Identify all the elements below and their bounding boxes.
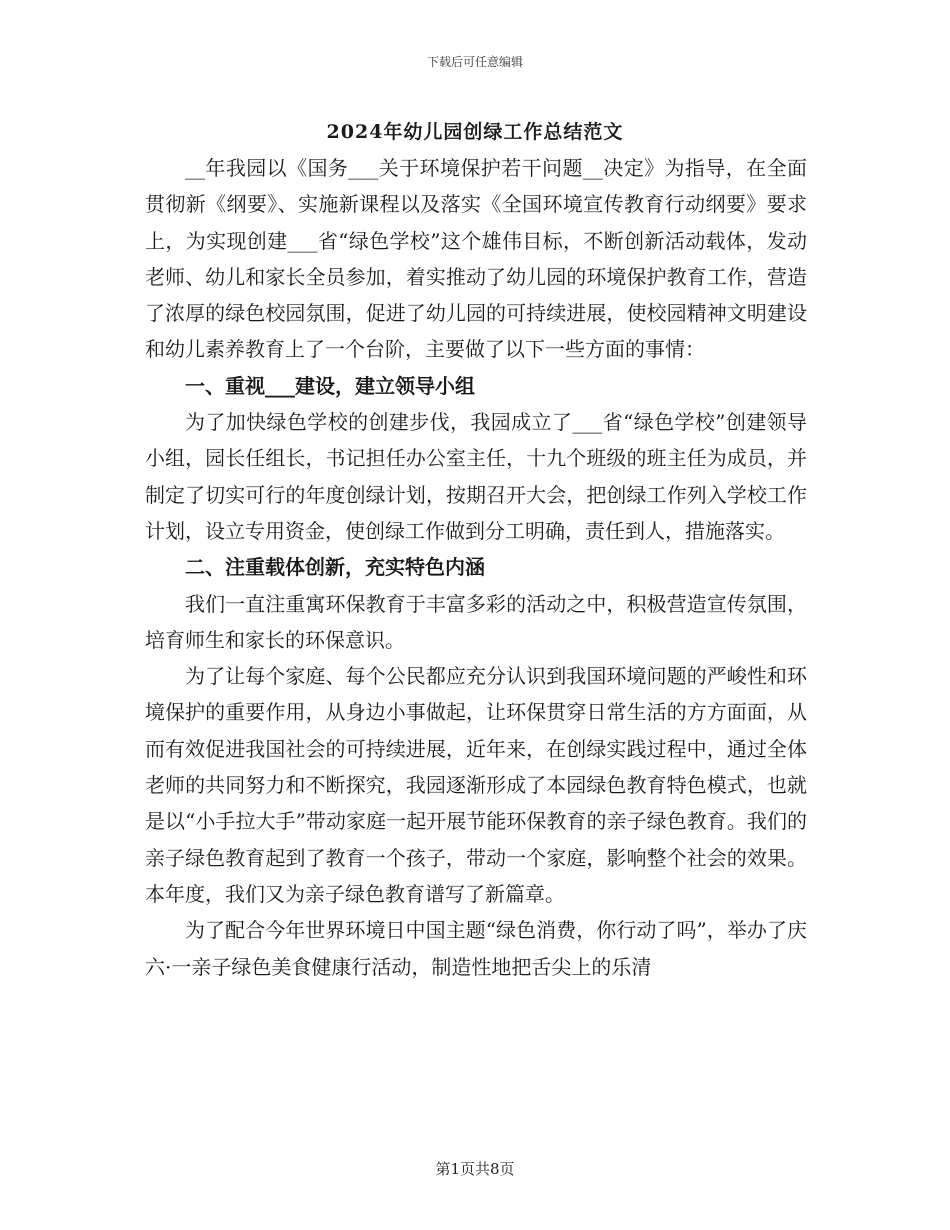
document-title: 2024年幼儿园创绿工作总结范文 [326, 121, 624, 143]
section-2-heading: 二、注重载体创新，充实特色内涵 [185, 555, 485, 580]
document-body [145, 150, 807, 985]
section-2-paragraph-2: 为了让每个家庭、每个公民都应充分认识到我国环境问题的严峻性和环境保护的重要作用，从身边小事做起，让环保贯穿日常生活的方方面面，从而有效促进我国社会的可持续进展，近年来，在创绿实践过程中，通过全体老师的共同努力和不断探究，我园逐渐形成了本园绿色教育特色模式，也就是以“小手拉大手”带动家庭一起开展节能环保教育的亲子绿色教育。我们的亲子绿色教育起到了教育一个孩子，带动一个家庭，影响整个社会的效果。本年度，我们又为亲子绿色教育谱写了新篇章。 [145, 664, 807, 906]
intro-paragraph: __年我园以《国务___关于环境保护若干问题__决定》为指导，在全面贯彻新《纲要》、实施新课程以及落实《全国环境宣传教育行动纲要》要求上，为实现创建___省“绿色学校”这个雄伟目标，不断创新活动载体，发动老师、幼儿和家长全员参加，着实推动了幼儿园的环境保护教育工作，营造了浓厚的绿色校园氛围，促进了幼儿园的可持续进展，使校园精神文明建设和幼儿素养教育上了一个台阶，主要做了以下一些方面的事情： [145, 156, 807, 362]
section-1-heading: 一、重视___建设，建立领导小组 [185, 373, 475, 398]
section-2-paragraph-3: 为了配合今年世界环境日中国主题“绿色消费，你行动了吗”，举办了庆六·一亲子绿色美食健康行活动，制造性地把舌尖上的乐清 [145, 918, 807, 979]
page-indicator: 第1页共8页 [435, 1160, 515, 1178]
section-2-paragraph-1: 我们一直注重寓环保教育于丰富多彩的活动之中，积极营造宣传氛围，培育师生和家长的环保意识。 [145, 591, 807, 652]
section-1-paragraph: 为了加快绿色学校的创建步伐，我园成立了___省“绿色学校”创建领导小组，园长任组长，书记担任办公室主任，十九个班级的班主任为成员，并制定了切实可行的年度创绿计划，按期召开大会，把创绿工作列入学校工作计划，设立专用资金，使创绿工作做到分工明确，责任到人，措施落实。 [145, 410, 807, 543]
header-note: 下载后可任意编辑 [426, 55, 523, 69]
